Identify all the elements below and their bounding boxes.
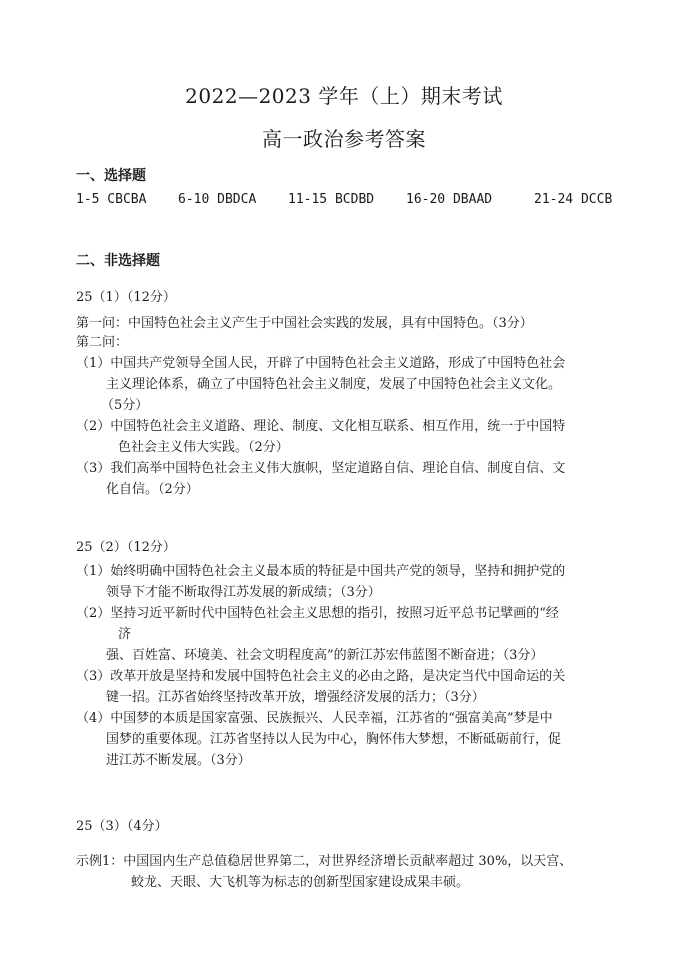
answer-line: 键一招。江苏省始终坚持改革开放，增强经济发展的活力；（3分） xyxy=(106,690,485,705)
answer-line: （2）中国特色社会主义道路、理论、制度、文化相互联系、相互作用，统一于中国特 xyxy=(76,419,566,434)
section-heading-nonchoice: 二、非选择题 xyxy=(76,253,160,269)
answer-line: 进江苏不断发展。（3分） xyxy=(106,753,251,768)
answer-line: （3）我们高举中国特色社会主义伟大旗帜，坚定道路自信、理论自信、制度自信、文 xyxy=(76,461,566,476)
answer-line: 第一问：中国特色社会主义产生于中国社会实践的发展，具有中国特色。（3分） xyxy=(76,316,533,331)
answer-line: 第二问： xyxy=(76,335,129,350)
answer-group-1: 1-5 CBCBA xyxy=(76,192,147,207)
answer-group-2: 6-10 DBDCA xyxy=(178,192,257,207)
answer-line: （4）中国梦的本质是国家富强、民族振兴、人民幸福，江苏省的“强富美高”梦是中 xyxy=(76,711,553,726)
answer-line: 示例1：中国国内生产总值稳居世界第二，对世界经济增长贡献率超过 30%，以天宫、 xyxy=(76,854,573,869)
answer-line: 强、百姓富、环境美、社会文明程度高”的新江苏宏伟蓝图不断奋进；（3分） xyxy=(106,648,544,663)
answer-line: 济 xyxy=(118,627,132,642)
answer-line: 主义理论体系，确立了中国特色社会主义制度，发展了中国特色社会主义文化。 xyxy=(106,377,562,392)
question-label: 25（2）（12分） xyxy=(76,540,176,555)
question-label: 25（3）（4分） xyxy=(76,819,168,834)
answer-group-4: 16-20 DBAAD xyxy=(406,192,493,207)
answer-line: 蛟龙、天眼、大飞机等为标志的创新型国家建设成果丰硕。 xyxy=(131,875,470,890)
page-title: 2022—2023 学年（上）期末考试 xyxy=(185,84,503,108)
answer-line: （5分） xyxy=(101,398,149,413)
answer-line: （1）始终明确中国特色社会主义最本质的特征是中国共产党的领导，坚持和拥护党的 xyxy=(76,564,566,579)
answer-line: （3）改革开放是坚持和发展中国特色社会主义的必由之路，是决定当代中国命运的关 xyxy=(76,669,566,684)
answer-line: 领导下才能不断取得江苏发展的新成绩；（3分） xyxy=(106,585,381,600)
answer-line: 色社会主义伟大实践。（2分） xyxy=(118,440,289,455)
answer-line: （1）中国共产党领导全国人民，开辟了中国特色社会主义道路，形成了中国特色社会 xyxy=(76,356,566,371)
section-heading-choice: 一、选择题 xyxy=(76,168,146,184)
question-label: 25（1）（12分） xyxy=(76,290,176,305)
answer-line: 化自信。（2分） xyxy=(106,482,199,497)
answer-line: 国梦的重要体现。江苏省坚持以人民为中心，胸怀伟大梦想，不断砥砺前行，促 xyxy=(106,732,562,747)
answer-line: （2）坚持习近平新时代中国特色社会主义思想的指引，按照习近平总书记擘画的“经 xyxy=(76,606,559,621)
page-subtitle: 高一政治参考答案 xyxy=(262,127,426,151)
answer-group-5: 21-24 DCCB xyxy=(534,192,613,207)
answer-group-3: 11-15 BCDBD xyxy=(288,192,375,207)
